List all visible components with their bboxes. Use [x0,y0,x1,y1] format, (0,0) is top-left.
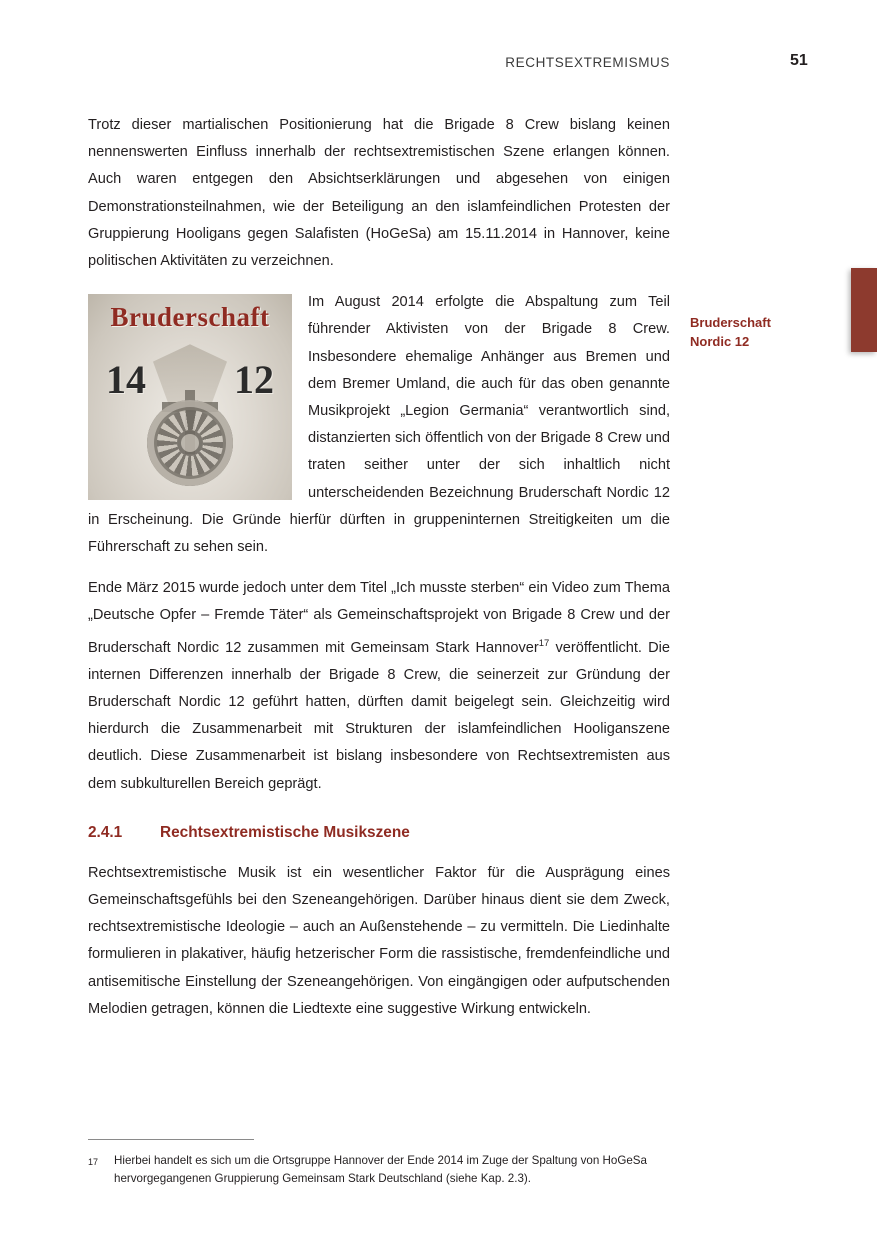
text-column [88,112,670,1023]
section-heading [88,824,670,842]
margin-note-line-2: Nordic 12 [690,334,750,349]
section-title: Rechtsextremistische Musikszene [160,823,410,841]
paragraph-1: Trotz dieser martialischen Positionierung hat die Brigade 8 Crew bislang keinen nennenswerten Einfluss innerhalb der rechtsextremistischen Szene erlangen können. Auch waren entgegen den Absichtserklärungen und abgesehen von einigen Demonstrationsteilnahmen, wie der Beteiligung an den islamfeindlichen Protesten der Gruppierung Hooligans gegen Salafisten (HoGeSa) am 15.11.2014 in Hannover, keine politischen Aktivitäten zu verzeichnen. [88,117,670,270]
chapter-thumb-tab [851,268,877,352]
footnote-reference-17[interactable]: 17 [538,637,550,649]
figure-number-right: 12 [234,357,274,403]
footnote-separator [88,1139,254,1140]
section-number: 2.4.1 [88,823,123,841]
margin-note [690,313,840,351]
page-number: 51 [790,52,808,69]
figure-bruderschaft-logo [88,294,292,500]
footnote-marker: 17 [88,1157,99,1167]
running-head: RECHTSEXTREMISMUS [505,55,670,70]
footnote-17 [88,1152,670,1188]
sunwheel-icon [147,400,233,486]
paragraph-2-block [88,289,670,561]
figure-title: Bruderschaft [110,302,270,333]
paragraph-4: Rechtsextremistische Musik ist ein wesentlicher Faktor für die Ausprägung eines Gemeinschaftsgefühls bei den Szeneangehörigen. Darüber hinaus dient sie dem Zweck, rechtsextremistische Ideologie – auch an Außenstehende – zu vermitteln. Die Liedinhalte formulieren in plakativer, häufig hetzerischer Form die rassistische, fremdenfeindliche und antisemitische Einstellung der Szeneangehörigen. Von eingängigen oder aufputschenden Melodien getragen, können die Liedtexte eine suggestive Wirkung entwickeln. [88,864,670,1017]
figure-number-left: 14 [106,357,146,403]
figure-numbers [88,356,292,403]
sunwheel-hub [177,430,203,456]
paragraph-3 [88,575,670,797]
paragraph-3-part-a: Ende März 2015 wurde jedoch unter dem Titel „Ich musste sterben“ ein Video zum Thema „Deutsche Opfer – Fremde Täter“ als Gemeinschaftsprojekt von Brigade 8 Crew und der Bruderschaft Nordic 12 zusammen mit Gemeinsam Stark Hannover [88,580,670,656]
margin-note-line-1: Bruderschaft [690,315,771,330]
paragraph-2: Im August 2014 erfolgte die Abspaltung zum Teil führender Aktivisten von der Brigade 8 Crew. Insbesondere ehemalige Anhänger aus Bremen und dem Bremer Umland, die auch für das oben genannte Musikprojekt „Legion Germania“ verantwortlich sind, distanzierten sich öffentlich von der Brigade 8 Crew und traten seither unter der sich inhaltlich nicht unterscheidenden Bezeichnung Bruderschaft Nordic 12 in Erscheinung. Die Gründe hierfür dürften in gruppeninternen Streitigkeiten um die Führerschaft zu sehen sein. [88,294,670,556]
paragraph-3-part-b: veröffentlicht. Die internen Differenzen innerhalb der Brigade 8 Crew, die seinerzeit zur Gründung der Bruderschaft Nordic 12 geführt hatten, dürften damit beigelegt sein. Gleichzeitig wird hierdurch die Zusammenarbeit mit Strukturen der islamfeindlichen Hooliganszene deutlich. Diese Zusammenarbeit ist bislang insbesondere von Rechtsextremisten aus dem subkulturellen Bereich geprägt. [88,639,670,792]
footnote-text: Hierbei handelt es sich um die Ortsgruppe Hannover der Ende 2014 im Zuge der Spaltung von HoGeSa hervorgegangenen Gruppierung Gemeinsam Stark Deutschland (siehe Kap. 2.3). [114,1154,647,1185]
